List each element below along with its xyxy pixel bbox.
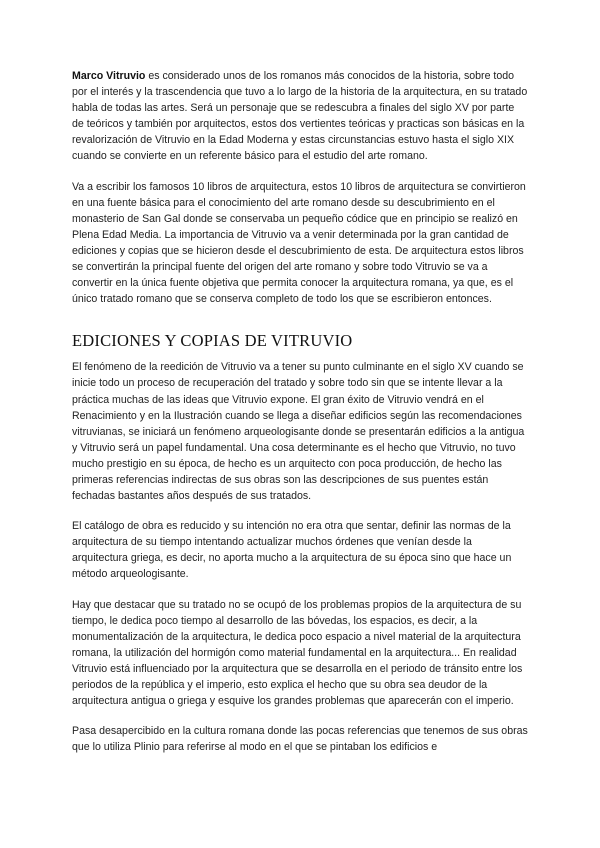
document-page (72, 68, 528, 755)
author-name: Marco Vitruvio (72, 70, 146, 82)
paragraph-desapercibido: Pasa desapercibido en la cultura romana donde las pocas referencias que tenemos de sus obras que lo utiliza Plinio para referirse al modo en el que se pintaban los edificios e (72, 725, 528, 754)
section-heading: EDICIONES Y COPIAS DE VITRUVIO (72, 331, 353, 351)
paragraph-libros: Va a escribir los famosos 10 libros de arquitectura, estos 10 libros de arquitectura se convirtieron en una fuente básica para el conocimiento del arte romano desde su descubrimiento en el monasterio de San Gal donde se conservaba un pequeño códice que en principio se realizó en Plena Edad Media. La importancia de Vitruvio va a venir determinada por la gran cantidad de ediciones y copias que se hicieron desde el descubrimiento de esta. De arquitectura estos libros se convertirán la principal fuente del origen del arte romano y sobre todo Vitruvio se va a convertir en la única fuente objetiva que permita conocer la arquitectura romana, ya que, es el único tratado romano que se conserva completo de todo los que se escribieron entonces. (72, 180, 526, 306)
intro-paragraph (72, 68, 528, 165)
paragraph-catalogo: El catálogo de obra es reducido y su intención no era otra que sentar, definir las normas de la arquitectura de su tiempo intentando actualizar muchos órdenes que venían desde la arquitectura griega, es decir, no aporta mucho a la arquitectura de su época sino que hace un método arqueologisante. (72, 520, 512, 581)
paragraph-tratado: Hay que destacar que su tratado no se ocupó de los problemas propios de la arquitectura de su tiempo, le dedica poco tiempo al desarrollo de las bóvedas, los espacios, es decir, a la monumentalización de la arquitectura, le dedica poco espacio a nivel material de la arquitectura romana, la utilización del hormigón como material fundamental en la arquitectura... En realidad Vitruvio está influenciado por la arquitectura que se desarrolla en el periodo de tránsito entre los periodos de la república y el imperio, esto explica el hecho que su obra sea deudor de la arquitectura antigua o griega y esquive los grandes problemas que aparecerán con el imperio. (72, 598, 523, 708)
intro-text: es considerado unos de los romanos más conocidos de la historia, sobre todo por el interés y la trascendencia que tuvo a lo largo de la historia de la arquitectura, en su tratado habla de todas las artes. Será un personaje que se redescubra a finales del siglo XV por parte de teóricos y también por arquitectos, estos dos vertientes teóricas y practicas son básicas en la revalorización de Vitruvio en la Edad Moderna y estas circunstancias estuvo hasta el siglo XIX cuando se convierte en un referente básico para el estudio del arte romano. (72, 70, 528, 163)
paragraph-reedicion: El fenómeno de la reedición de Vitruvio va a tener su punto culminante en el siglo XV cuando se inicie todo un proceso de recuperación del tratado y sobre todo sin que se intente llevar a la práctica muchas de las ideas que Vitruvio expone. El gran éxito de Vitruvio vendrá en el Renacimiento y en la Ilustración cuando se llega a diseñar edificios según las recomendaciones vitruvianas, se iniciará un fenómeno arqueologisante donde se presentarán edificios a la antigua y Vitruvio será un papel fundamental. Una cosa determinante es el hecho que Vitruvio, no tuvo mucho prestigio en su época, de hecho es un arquitecto con poca producción, de hecho las primeras referencias indirectas de sus obras son las descripciones de sus puentes están fechadas bastantes años después de sus tratados. (72, 361, 525, 503)
